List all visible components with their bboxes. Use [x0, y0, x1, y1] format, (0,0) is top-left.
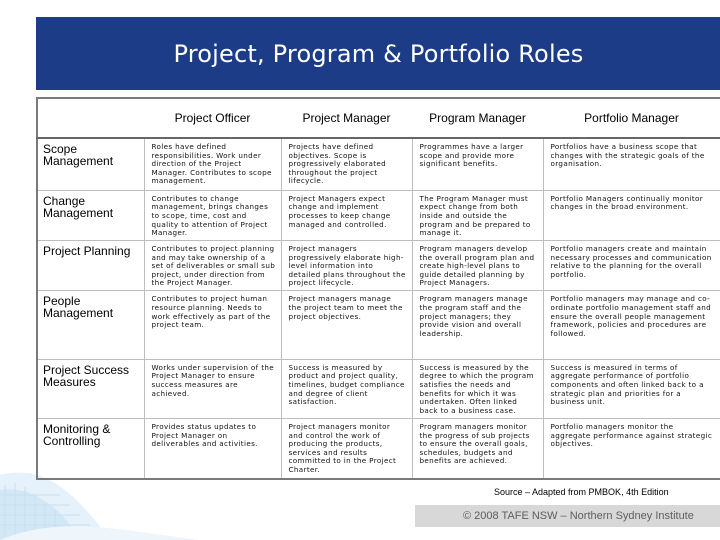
table-cell: Portfolio managers may manage and co-ordinate portfolio management staff and ensure the overall people management framework, policies and procedures are followed. — [543, 291, 720, 359]
table-cell: Contributes to change management, brings changes to scope, time, cost and quality to attention of Project Manager. — [144, 190, 281, 240]
title-banner — [36, 17, 720, 90]
row-label-scope-management: Scope Management — [37, 138, 144, 190]
column-header-project-manager: Project Manager — [281, 98, 412, 138]
table-cell: Success is measured by the degree to which the program satisfies the needs and benefits for which it was undertaken. Often linked back to a business case. — [412, 359, 543, 418]
table-cell: Program managers monitor the progress of sub projects to ensure the overall goals, schedules, budgets and benefits are achieved. — [412, 419, 543, 479]
table-cell: Project managers progressively elaborate high-level information into detailed plans throughout the project lifecycle. — [281, 241, 412, 291]
copyright-text: © 2008 TAFE NSW – Northern Sydney Institute — [463, 510, 694, 522]
table-cell: Program managers develop the overall program plan and create high-level plans to guide detailed planning by Project Managers. — [412, 241, 543, 291]
table-cell: Portfolios have a business scope that changes with the strategic goals of the organisation. — [543, 138, 720, 190]
row-label-people-management: People Management — [37, 291, 144, 359]
column-header-portfolio-manager: Portfolio Manager — [543, 98, 720, 138]
table-cell: Provides status updates to Project Manager on deliverables and activities. — [144, 419, 281, 479]
table-row — [37, 359, 720, 418]
table-row — [37, 138, 720, 190]
table-cell: Contributes to project human resource planning. Needs to work effectively as part of the project team. — [144, 291, 281, 359]
table-cell: Success is measured in terms of aggregate performance of portfolio components and often linked back to a strategic plan and priorities for a business unit. — [543, 359, 720, 418]
table-cell: Project managers manage the project team to meet the project objectives. — [281, 291, 412, 359]
row-label-change-management: Change Management — [37, 190, 144, 240]
table-cell: Programmes have a larger scope and provide more significant benefits. — [412, 138, 543, 190]
table-cell: Portfolio managers create and maintain necessary processes and communication relative to the planning for the overall portfolio. — [543, 241, 720, 291]
column-header-project-officer: Project Officer — [144, 98, 281, 138]
table-row — [37, 241, 720, 291]
table-cell: Project Managers expect change and implement processes to keep change managed and controlled. — [281, 190, 412, 240]
table-cell: Projects have defined objectives. Scope is progressively elaborated throughout the project lifecycle. — [281, 138, 412, 190]
table-row — [37, 419, 720, 479]
header-row — [37, 98, 720, 138]
row-label-project-success-measures: Project Success Measures — [37, 359, 144, 418]
table-row — [37, 190, 720, 240]
table-cell: Program managers manage the program staff and the project managers; they provide vision and overall leadership. — [412, 291, 543, 359]
table-row — [37, 291, 720, 359]
table-cell: Works under supervision of the Project Manager to ensure success measures are achieved. — [144, 359, 281, 418]
table-cell: Project managers monitor and control the work of producing the products, services and results committed to in the Project Charter. — [281, 419, 412, 479]
footer-banner — [415, 505, 720, 527]
table-cell: Portfolio Managers continually monitor changes in the broad environment. — [543, 190, 720, 240]
slide-title: Project, Program & Portfolio Roles — [173, 39, 584, 68]
table-cell: Portfolio managers monitor the aggregate performance against strategic objectives. — [543, 419, 720, 479]
table-cell: Roles have defined responsibilities. Work under direction of the Project Manager. Contributes to scope management. — [144, 138, 281, 190]
corner-header — [37, 98, 144, 138]
table-cell: Contributes to project planning and may take ownership of a set of deliverables or small sub project, under direction from the Project Manager. — [144, 241, 281, 291]
row-label-monitoring-controlling: Monitoring & Controlling — [37, 419, 144, 479]
roles-table — [36, 97, 720, 480]
table-cell: The Program Manager must expect change from both inside and outside the program and be prepared to manage it. — [412, 190, 543, 240]
source-note: Source – Adapted from PMBOK, 4th Edition — [494, 487, 669, 497]
table-cell: Success is measured by product and project quality, timelines, budget compliance and degree of client satisfaction. — [281, 359, 412, 418]
row-label-project-planning: Project Planning — [37, 241, 144, 291]
column-header-program-manager: Program Manager — [412, 98, 543, 138]
